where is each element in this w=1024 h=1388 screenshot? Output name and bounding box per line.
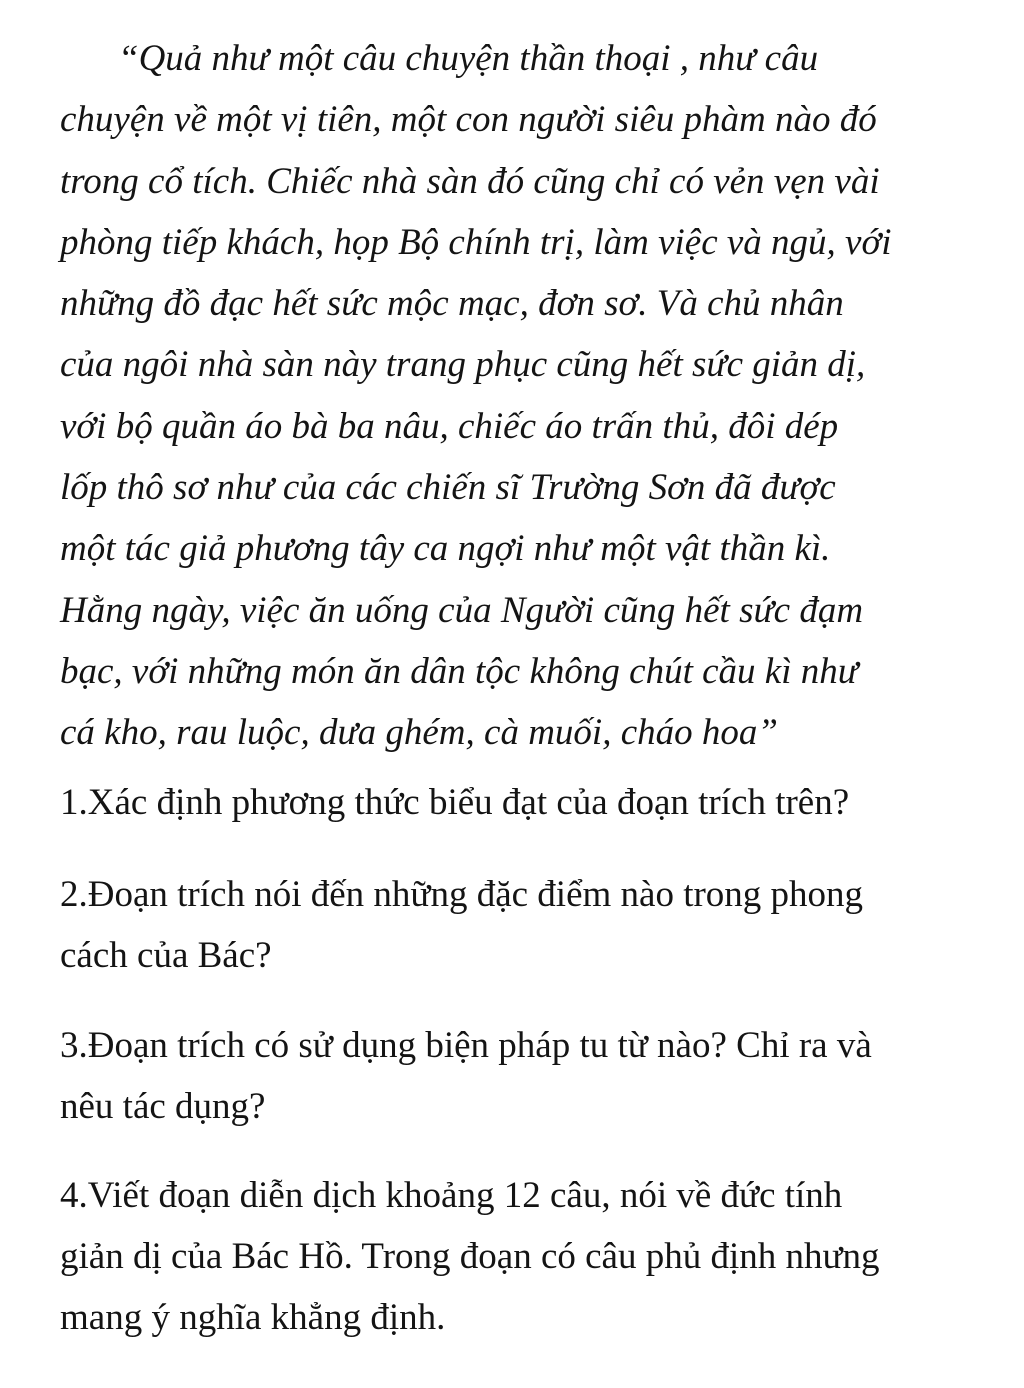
- passage-line: những đồ đạc hết sức mộc mạc, đơn sơ. Và chủ nhân: [60, 283, 844, 325]
- question-1: [60, 772, 1020, 833]
- question-line: giản dị của Bác Hồ. Trong đoạn có câu phủ định nhưng: [60, 1236, 880, 1277]
- question-2: [60, 864, 1020, 986]
- question-line: mang ý nghĩa khẳng định.: [60, 1297, 446, 1338]
- passage-line: phòng tiếp khách, họp Bộ chính trị, làm việc và ngủ, với: [60, 221, 892, 263]
- passage-line: chuyện về một vị tiên, một con người siêu phàm nào đó: [60, 99, 877, 141]
- passage-line: trong cổ tích. Chiếc nhà sàn đó cũng chỉ có vẻn vẹn vài: [60, 160, 880, 202]
- question-line: 1.Xác định phương thức biểu đạt của đoạn trích trên?: [60, 782, 850, 823]
- passage-line: Hằng ngày, việc ăn uống của Người cũng hết sức đạm: [60, 589, 864, 631]
- question-line: cách của Bác?: [60, 935, 272, 976]
- question-3: [60, 1015, 1020, 1137]
- question-line: nêu tác dụng?: [60, 1086, 266, 1127]
- question-4: [60, 1165, 1020, 1348]
- question-line: 2.Đoạn trích nói đến những đặc điểm nào trong phong: [60, 874, 864, 915]
- passage-line: “Quả như một câu chuyện thần thoại , như câu: [118, 38, 819, 79]
- question-line: 4.Viết đoạn diễn dịch khoảng 12 câu, nói về đức tính: [60, 1175, 843, 1216]
- passage-line: bạc, với những món ăn dân tộc không chút cầu kì như: [60, 650, 858, 692]
- quoted-passage: [60, 28, 1020, 764]
- passage-line: một tác giả phương tây ca ngợi như một vật thần kì.: [60, 528, 831, 570]
- passage-line: với bộ quần áo bà ba nâu, chiếc áo trấn thủ, đôi dép: [60, 405, 839, 447]
- passage-line: lốp thô sơ như của các chiến sĩ Trường Sơn đã được: [60, 467, 836, 509]
- passage-line: của ngôi nhà sàn này trang phục cũng hết sức giản dị,: [60, 344, 866, 386]
- passage-line: cá kho, rau luộc, dưa ghém, cà muối, cháo hoa”: [60, 712, 778, 754]
- question-line: 3.Đoạn trích có sử dụng biện pháp tu từ nào? Chỉ ra và: [60, 1025, 872, 1066]
